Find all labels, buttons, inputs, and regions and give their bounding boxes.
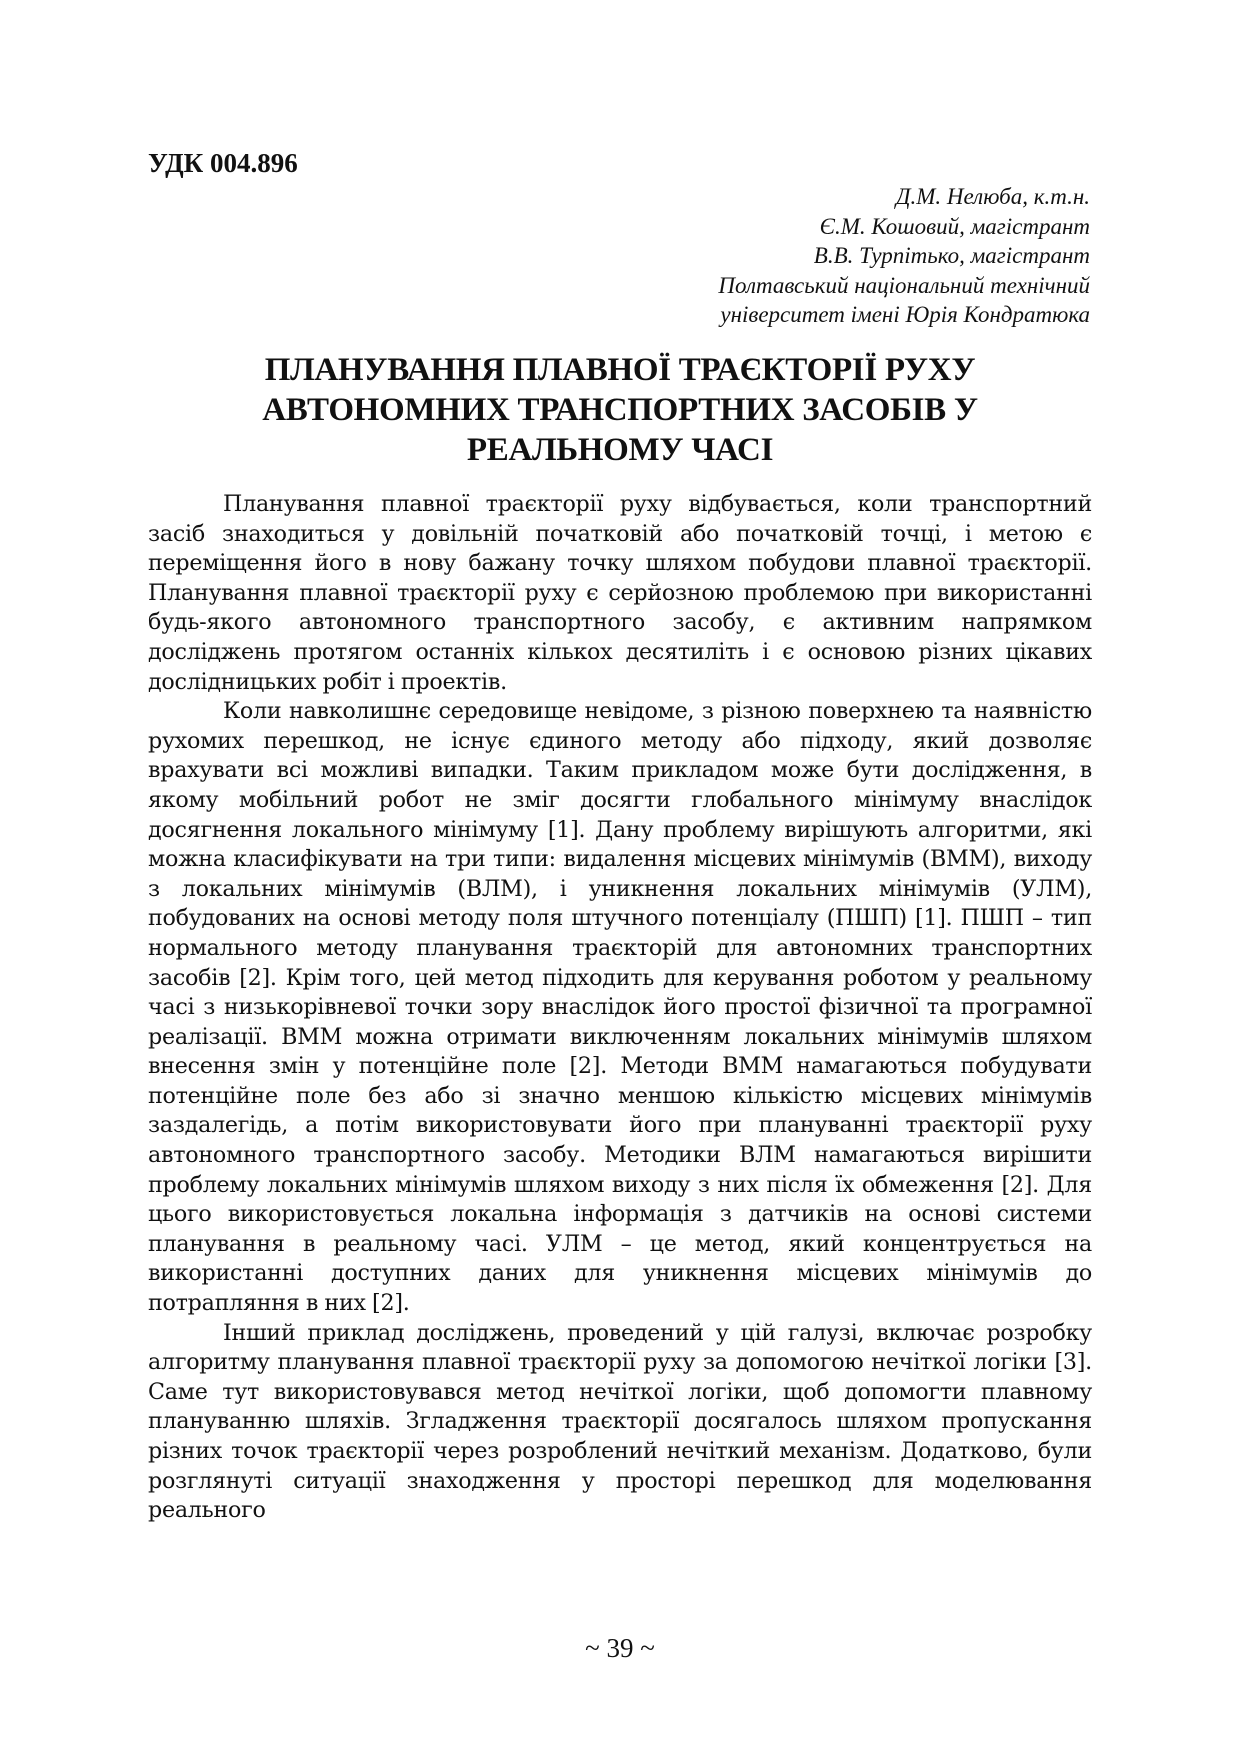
author-2: Є.М. Кошовий, магістрант <box>819 213 1090 239</box>
title-line-1: ПЛАНУВАННЯ ПЛАВНОЇ ТРАЄКТОРІЇ РУХУ <box>264 352 976 388</box>
paragraph-1: Планування плавної траєкторії руху відбувається, коли транспортний засіб знаходиться у довільній початковій або початковій точці, і метою є переміщення його в нову бажану точку шляхом побудови плавної траєкторії. Планування плавної траєкторії руху є серйозною проблемою при використанні будь-якого автономного транспортного засобу, є активним напрямком досліджень протягом останніх кількох десятиліть і є основою різних цікавих дослідницьких робіт і проектів. <box>148 491 1092 695</box>
udc-code: УДК 004.896 <box>148 148 298 178</box>
author-1: Д.М. Нелюба, к.т.н. <box>895 184 1090 209</box>
author-block <box>490 182 1090 330</box>
affiliation-line-2: університет імені Юрія Кондратюка <box>720 302 1090 327</box>
affiliation-line-1: Полтавський національний технічний <box>718 272 1090 298</box>
author-3: В.В. Турпітько, магістрант <box>813 243 1090 268</box>
title-line-3: РЕАЛЬНОМУ ЧАСІ <box>466 432 774 468</box>
body-text <box>148 490 1092 1526</box>
title-line-2: АВТОНОМНИХ ТРАНСПОРТНИХ ЗАСОБІВ У <box>262 392 978 428</box>
paragraph-2: Коли навколишнє середовище невідоме, з різною поверхнею та наявністю рухомих перешкод, не існує єдиного методу або підходу, який дозволяє врахувати всі можливі випадки. Таким прикладом може бути дослідження, в якому мобільний робот не зміг досягти глобального мінімуму внаслідок досягнення локального мінімуму [1]. Дану проблему вирішують алгоритми, які можна класифікувати на три типи: видалення місцевих мінімумів (ВММ), виходу з локальних мінімумів (ВЛМ), і уникнення локальних мінімумів (УЛМ), побудованих на основі методу поля штучного потенціалу (ПШП) [1]. ПШП – тип нормального методу планування траєкторій для автономних транспортних засобів [2]. Крім того, цей метод підходить для керування роботом у реальному часі з низькорівневої точки зору внаслідок його простої фізичної та програмної реалізації. ВММ можна отримати виключенням локальних мінімумів шляхом внесення змін у потенційне поле [2]. Методи ВММ намагаються побудувати потенційне поле без або зі значно меншою кількістю місцевих мінімумів заздалегідь, а потім використовувати його при плануванні траєкторії руху автономного транспортного засобу. Методики ВЛМ намагаються вирішити проблему локальних мінімумів шляхом виходу з них після їх обмеження [2]. Для цього використовується локальна інформація з датчиків на основі системи планування в реальному часі. УЛМ – це метод, який концентрується на використанні доступних даних для уникнення місцевих мінімумів до потрапляння в них [2]. <box>148 698 1092 1317</box>
paragraph-3: Інший приклад досліджень, проведений у цій галузі, включає розробку алгоритму планування плавної траєкторії руху за допомогою нечіткої логіки [3]. Саме тут використовувався метод нечіткої логіки, щоб допомогти плавному плануванню шляхів. Згладження траєкторії досягалось шляхом пропускання різних точок траєкторії через розроблений нечіткий механізм. Додатково, були розглянуті ситуації знаходження у просторі перешкод для моделювання реального <box>148 1319 1092 1524</box>
paper-title <box>150 350 1090 470</box>
page-number: ~ 39 ~ <box>585 1633 655 1663</box>
